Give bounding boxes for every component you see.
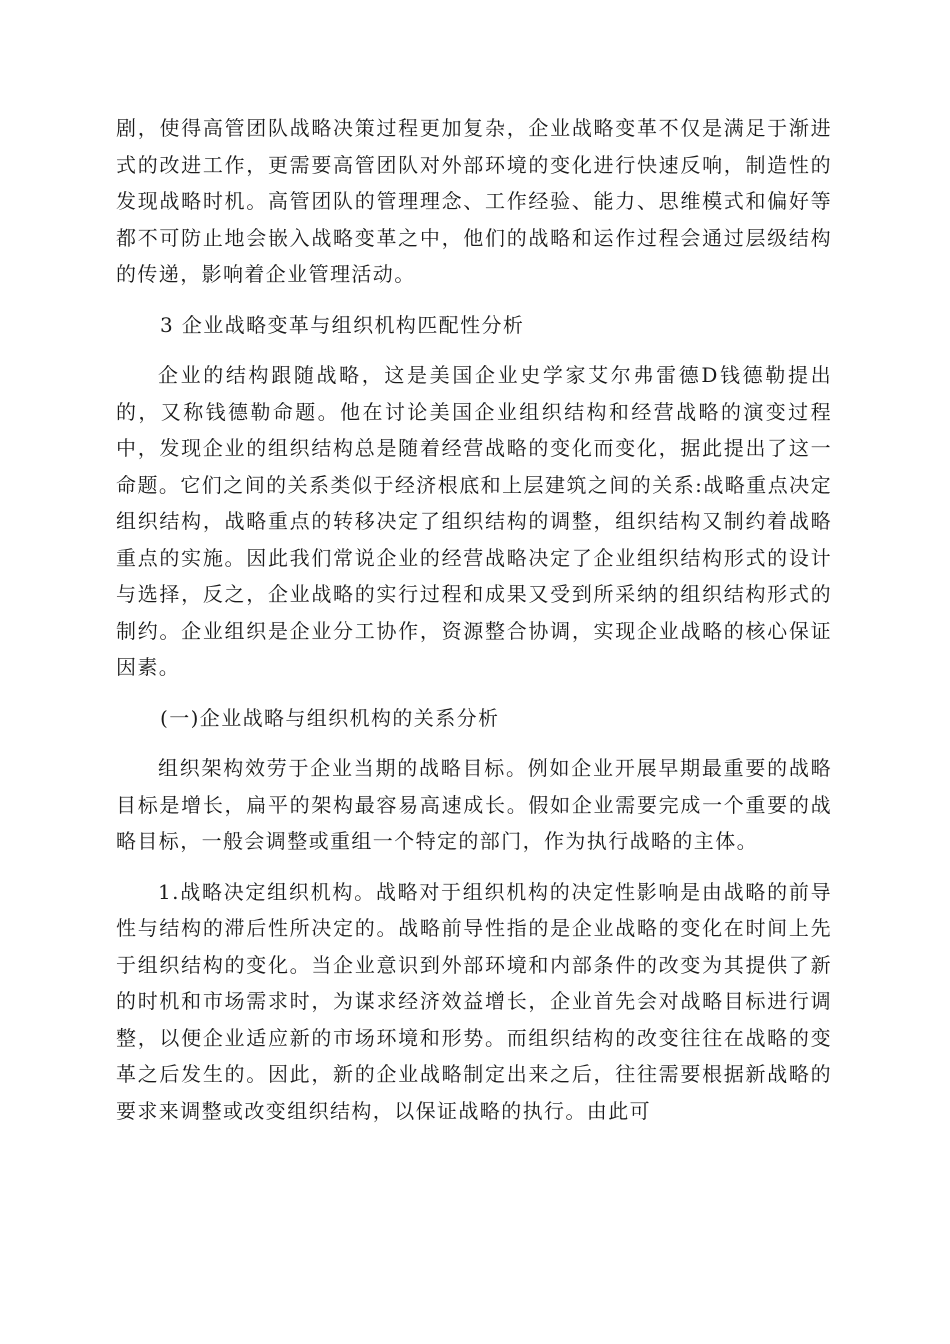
paragraph: 组织架构效劳于企业当期的战略目标。例如企业开展早期最重要的战略目标是增长，扁平的架构最容易高速成长。假如企业需要完成一个重要的战略目标，一般会调整或重组一个特定的部门，作为执行战略的主体。: [116, 756, 832, 853]
paragraph: 企业的结构跟随战略，这是美国企业史学家艾尔弗雷德D钱德勒提出的，又称钱德勒命题。他在讨论美国企业组织结构和经营战略的演变过程中，发现企业的组织结构总是随着经营战略的变化而变化，据此提出了这一命题。它们之间的关系类似于经济根底和上层建筑之间的关系:战略重点决定组织结构，战略重点的转移决定了组织结构的调整，组织结构又制约着战略重点的实施。因此我们常说企业的经营战略决定了企业组织结构形式的设计与选择，反之，企业战略的实行过程和成果又受到所采纳的组织结构形式的制约。企业组织是企业分工协作，资源整合协调，实现企业战略的核心保证因素。: [116, 363, 832, 679]
section-heading: 3 企业战略变革与组织机构匹配性分析: [160, 312, 525, 337]
document-body: [116, 110, 832, 1129]
subsection-heading: (一)企业战略与组织机构的关系分析: [160, 705, 500, 730]
paragraph-continuation: 剧，使得高管团队战略决策过程更加复杂，企业战略变革不仅是满足于渐进式的改进工作，更需要高管团队对外部环境的变化进行快速反响，制造性的发现战略时机。高管团队的管理理念、工作经验、能力、思维模式和偏好等都不可防止地会嵌入战略变革之中，他们的战略和运作过程会通过层级结构的传递，影响着企业管理活动。: [116, 116, 832, 286]
paragraph: 1.战略决定组织机构。战略对于组织机构的决定性影响是由战略的前导性与结构的滞后性所决定的。战略前导性指的是企业战略的变化在时间上先于组织结构的变化。当企业意识到外部环境和内部条件的改变为其提供了新的时机和市场需求时，为谋求经济效益增长，企业首先会对战略目标进行调整，以便企业适应新的市场环境和形势。而组织结构的改变往往在战略的变革之后发生的。因此，新的企业战略制定出来之后，往往需要根据新战略的要求来调整或改变组织结构，以保证战略的执行。由此可: [116, 879, 832, 1123]
